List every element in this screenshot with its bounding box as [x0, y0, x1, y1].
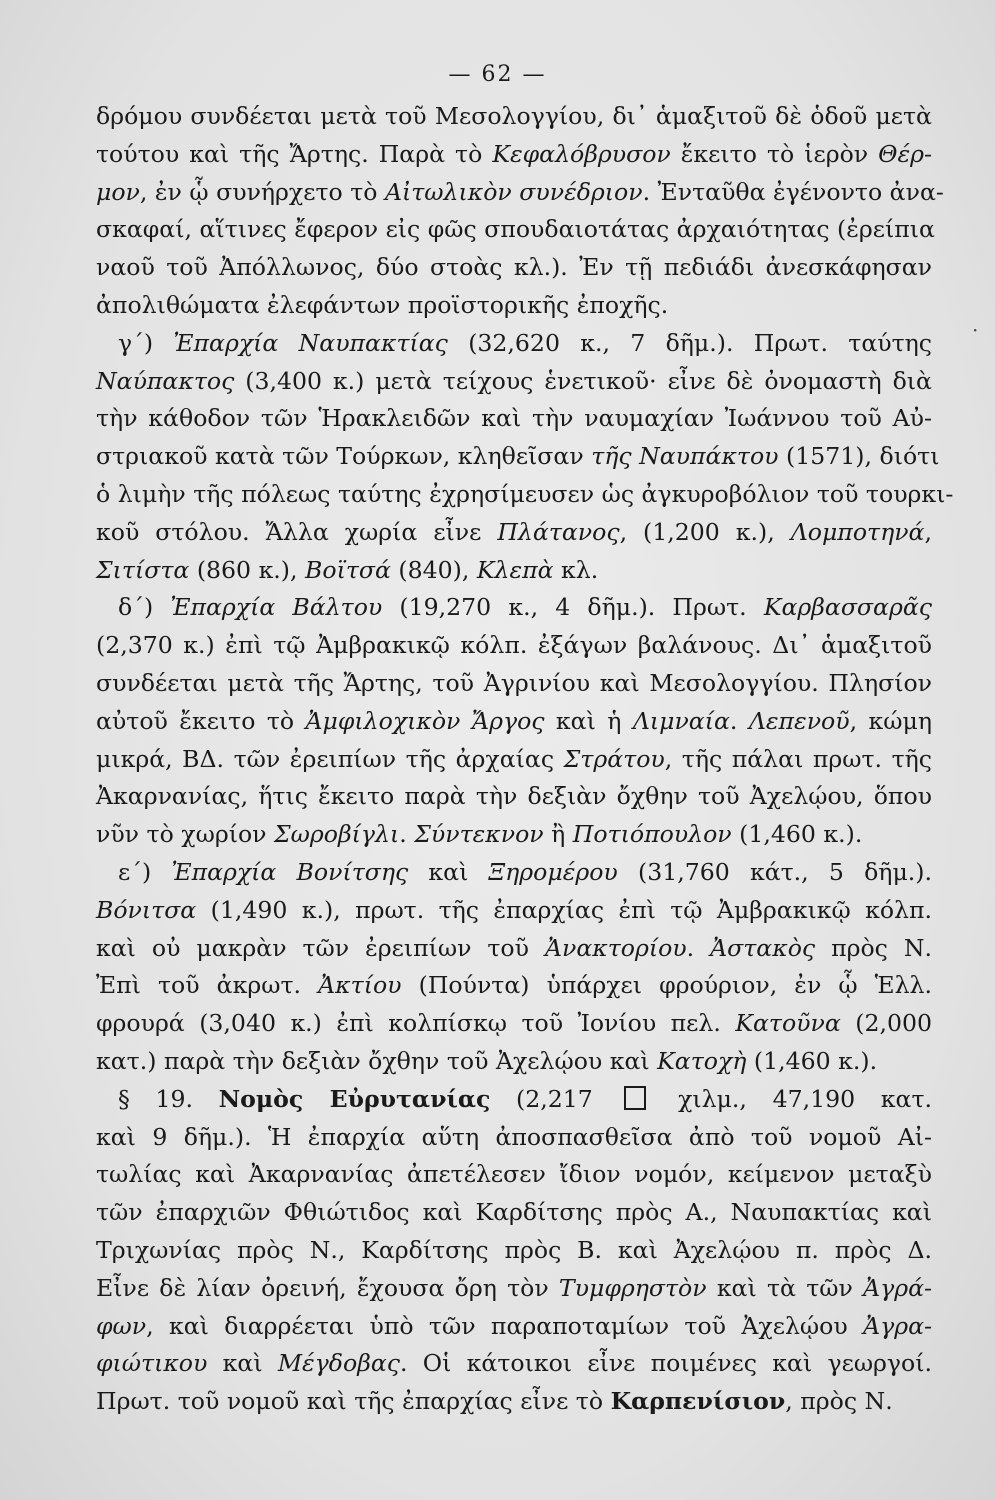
text-run: (19,270 κ., 4 δῆμ.). Πρωτ. — [382, 593, 764, 622]
italic-run: Λομποτηνά — [790, 517, 925, 546]
text-line — [96, 476, 954, 514]
text-line — [96, 1308, 932, 1346]
text-line — [96, 1081, 932, 1119]
text-line — [96, 967, 932, 1005]
text-run: τῶν ἐπαρχιῶν Φθιώτιδος καὶ Καρδίτσης πρὸς Α., Ναυπακτίας καὶ — [96, 1198, 932, 1227]
text-line — [96, 741, 932, 779]
text-line — [96, 930, 932, 968]
text-run: καὶ — [207, 1349, 278, 1378]
text-run: (32,620 κ., 7 δῆμ.). Πρωτ. ταύτης — [447, 328, 933, 357]
text-run: ἔκειτο τὸ ἱερὸν — [670, 139, 879, 168]
italic-run: Ποτιόπουλον — [572, 820, 732, 849]
text-run: (2,370 κ.) ἐπὶ τῷ Ἀμβρακικῷ κόλπ. ἐξάγων βαλάνους. Δι᾿ ἁμαξιτοῦ — [96, 631, 932, 660]
text-run: ἢ — [543, 820, 573, 849]
text-line — [96, 136, 932, 174]
italic-run: Ἀνακτορίου — [544, 933, 687, 962]
text-run: (31,760 κάτ., 5 δῆμ.). — [617, 857, 932, 886]
italic-run: Ἀγρα- — [863, 1311, 932, 1340]
text-run: ε´) — [118, 857, 172, 886]
text-line — [96, 816, 932, 854]
text-line — [96, 1005, 932, 1043]
italic-run: Ξηρομέρου — [488, 857, 618, 886]
text-run: , κώμη — [849, 706, 932, 735]
text-line — [96, 174, 944, 212]
page-number: — 62 — — [448, 62, 547, 87]
text-line — [96, 1345, 932, 1383]
text-line — [96, 1156, 932, 1194]
italic-run: Ἀμφιλοχικὸν Ἄργος — [305, 706, 545, 735]
text-line — [96, 1043, 932, 1081]
text-run: , (1,200 κ.), — [619, 517, 791, 546]
text-run: αὐτοῦ ἔκειτο τὸ — [96, 706, 306, 735]
text-run: μικρά, ΒΔ. τῶν ἐρειπίων τῆς ἀρχαίας — [96, 744, 564, 773]
italic-run: Βόνιτσα — [96, 895, 197, 924]
text-run: , ἐν ᾧ συνήρχετο τὸ — [139, 177, 385, 206]
margin-mark: · — [972, 318, 979, 342]
text-run: τωλίας καὶ Ἀκαρνανίας ἀπετέλεσεν ἴδιον νομόν, κείμενον μεταξὺ — [96, 1160, 932, 1189]
italic-run: Σιτίστα — [96, 555, 190, 584]
text-run: δρόμου συνδέεται μετὰ τοῦ Μεσολογγίου, δι᾿ ἁμαξιτοῦ δὲ ὁδοῦ μετὰ — [96, 102, 932, 130]
italic-run: Ἀγρά- — [863, 1273, 932, 1302]
text-run: γ´) — [118, 328, 174, 357]
italic-run: Ἀστακὸς — [710, 933, 816, 962]
italic-run: Καρβασσαρᾶς — [763, 593, 932, 622]
text-run: (1571), διότι — [778, 442, 940, 471]
text-run: καὶ 9 δῆμ.). Ἡ ἐπαρχία αὕτη ἀποσπασθεῖσα ἀπὸ τοῦ νομοῦ Αἰ- — [96, 1122, 932, 1151]
text-run: τούτου καὶ τῆς Ἄρτης. Παρὰ τὸ — [96, 139, 493, 168]
italic-run: Λιμναία — [632, 706, 730, 735]
text-run: καὶ τὰ τῶν — [706, 1273, 864, 1302]
text-run: (1,490 κ.), πρωτ. τῆς ἐπαρχίας ἐπὶ τῷ Ἀμβρακικῷ κόλπ. — [196, 895, 932, 924]
text-run: (2,000 — [840, 1009, 933, 1038]
italic-run: Κατοῦνα — [735, 1009, 841, 1038]
text-run: (840), — [390, 555, 477, 584]
italic-run: φων — [96, 1311, 147, 1340]
text-run: . Οἱ κάτοικοι εἶνε ποιμένες καὶ γεωργοί. — [399, 1349, 932, 1378]
text-line — [96, 1270, 932, 1308]
italic-run: Ἀκτίου — [318, 971, 402, 1000]
italic-run: Ναύπακτος — [96, 366, 235, 395]
text-run: Ἀκαρνανίας, ἥτις ἔκειτο παρὰ τὴν δεξιὰν ὄχθην τοῦ Ἀχελῴου, ὅπου — [96, 782, 932, 811]
italic-run: Στράτου — [563, 744, 665, 773]
italic-run: Ἐπαρχία Ναυπακτίας — [173, 328, 448, 357]
italic-run: Μέγδοβας — [277, 1349, 400, 1378]
text-run: στριακοῦ κατὰ τῶν Τούρκων, κληθεῖσαν — [96, 442, 592, 471]
text-run: τὴν κάθοδον τῶν Ἡρακλειδῶν καὶ τὴν ναυμαχίαν Ἰωάννου τοῦ Αὐ- — [96, 404, 932, 433]
text-run: καὶ ἡ — [544, 706, 633, 735]
italic-run: Ἐπαρχία Βάλτου — [170, 593, 383, 622]
text-line — [96, 892, 932, 930]
text-run: , — [924, 517, 932, 546]
text-run: ἀπολιθώματα ἐλεφάντων προϊστορικῆς ἐποχῆς. — [96, 290, 669, 319]
text-line — [96, 514, 932, 552]
text-run: νῦν τὸ χωρίον — [96, 820, 274, 849]
text-line — [96, 363, 932, 401]
italic-run: Τυμφρηστὸν — [558, 1273, 707, 1302]
italic-run: Αἰτωλικὸν συνέδριον — [384, 177, 643, 206]
text-line — [96, 665, 932, 703]
text-run: (2,217 — [490, 1084, 619, 1113]
text-run: Εἶνε δὲ λίαν ὀρεινή, ἔχουσα ὄρη τὸν — [96, 1273, 559, 1302]
text-line — [96, 703, 932, 741]
square-symbol-icon — [624, 1086, 646, 1110]
text-line — [96, 1194, 932, 1232]
text-line — [96, 211, 935, 249]
text-line — [96, 98, 932, 136]
italic-run: Σύντεκνον — [414, 820, 544, 849]
text-line — [96, 438, 940, 476]
text-run: σκαφαί, αἵτινες ἔφερον εἰς φῶς σπουδαιοτάτας ἀρχαιότητας (ἐρείπια — [96, 215, 935, 244]
text-run: (1,460 κ.). — [731, 820, 863, 849]
italic-run: Ἐπαρχία Βονίτσης — [171, 857, 409, 886]
text-line — [96, 854, 932, 892]
text-run: , τῆς πάλαι πρωτ. τῆς — [664, 744, 932, 773]
italic-run: Λεπενοῦ — [748, 706, 850, 735]
text-run: συνδέεται μετὰ τῆς Ἄρτης, τοῦ Ἀγρινίου καὶ Μεσολογγίου. Πλησίον — [96, 668, 932, 697]
text-run: ὁ λιμὴν τῆς πόλεως ταύτης ἐχρησίμευσεν ὡς ἀγκυροβόλιον τοῦ τουρκι- — [96, 479, 954, 508]
text-line — [96, 400, 932, 438]
italic-run: Κατοχὴ — [657, 1046, 747, 1075]
text-run: . — [686, 933, 711, 962]
text-line — [96, 627, 932, 665]
text-line — [96, 325, 932, 363]
italic-run: μον — [96, 177, 140, 206]
text-run: δ´) — [118, 593, 171, 622]
text-line — [96, 552, 932, 590]
text-run: κλ. — [553, 555, 599, 584]
bold-heading: Νομὸς Εὐρυτανίας — [218, 1084, 491, 1113]
text-run: καὶ — [408, 857, 489, 886]
text-run: . Ἐνταῦθα ἐγένοντο ἀνα- — [642, 177, 944, 206]
text-run: χιλμ., 47,190 κατ. — [652, 1084, 933, 1113]
italic-run: φιώτικου — [96, 1349, 208, 1378]
text-run: (860 κ.), — [189, 555, 306, 584]
text-run: κατ.) παρὰ τὴν δεξιὰν ὄχθην τοῦ Ἀχελῴου καὶ — [96, 1046, 658, 1075]
italic-run: τῆς Ναυπάκτου — [591, 442, 779, 471]
text-run: πρὸς Ν. — [815, 933, 932, 962]
italic-run: Σωροβίγλι — [274, 820, 400, 849]
body-text — [96, 98, 954, 1421]
text-line — [96, 1119, 932, 1157]
text-run: , καὶ διαρρέεται ὑπὸ τῶν παραποταμίων τοῦ Ἀχελῴου — [146, 1311, 864, 1340]
text-run: Πρωτ. τοῦ νομοῦ καὶ τῆς ἐπαρχίας εἶνε τὸ — [96, 1387, 611, 1416]
text-run: Τριχωνίας πρὸς Ν., Καρδίτσης πρὸς Β. καὶ Ἀχελῴου π. πρὸς Δ. — [96, 1235, 932, 1264]
italic-run: Πλάτανος — [497, 517, 620, 546]
text-line — [96, 249, 932, 287]
text-run: (3,400 κ.) μετὰ τείχους ἑνετικοῦ· εἶνε δὲ ὀνομαστὴ διὰ — [234, 366, 932, 395]
text-run: (Πούντα) ὑπάρχει φρούριον, ἐν ᾧ Ἑλλ. — [401, 971, 933, 1000]
text-run: ναοῦ τοῦ Ἀπόλλωνος, δύο στοὰς κλ.). Ἐν τῇ πεδιάδι ἀνεσκάφησαν — [96, 253, 932, 282]
text-line — [96, 1383, 932, 1421]
bold-heading: Καρπενίσιον — [610, 1387, 786, 1416]
text-line — [96, 1232, 932, 1270]
text-line — [96, 287, 932, 325]
italic-run: Θέρ- — [878, 139, 932, 168]
text-run: κοῦ στόλου. Ἄλλα χωρία εἶνε — [96, 517, 498, 546]
text-run: § 19. — [118, 1084, 219, 1113]
text-line — [96, 589, 932, 627]
italic-run: Κεφαλόβρυσον — [492, 139, 671, 168]
text-run: . — [729, 706, 749, 735]
text-line — [96, 778, 932, 816]
italic-run: Κλεπὰ — [476, 555, 554, 584]
text-run: φρουρά (3,040 κ.) ἐπὶ κολπίσκῳ τοῦ Ἰονίου πελ. — [96, 1009, 736, 1038]
text-run: Ἐπὶ τοῦ ἀκρωτ. — [96, 971, 319, 1000]
text-run: , πρὸς Ν. — [785, 1387, 893, 1416]
italic-run: Βοϊτσά — [305, 555, 391, 584]
text-run: (1,460 κ.). — [746, 1046, 878, 1075]
text-run: . — [399, 820, 415, 849]
text-run: καὶ οὐ μακρὰν τῶν ἐρειπίων τοῦ — [96, 933, 545, 962]
